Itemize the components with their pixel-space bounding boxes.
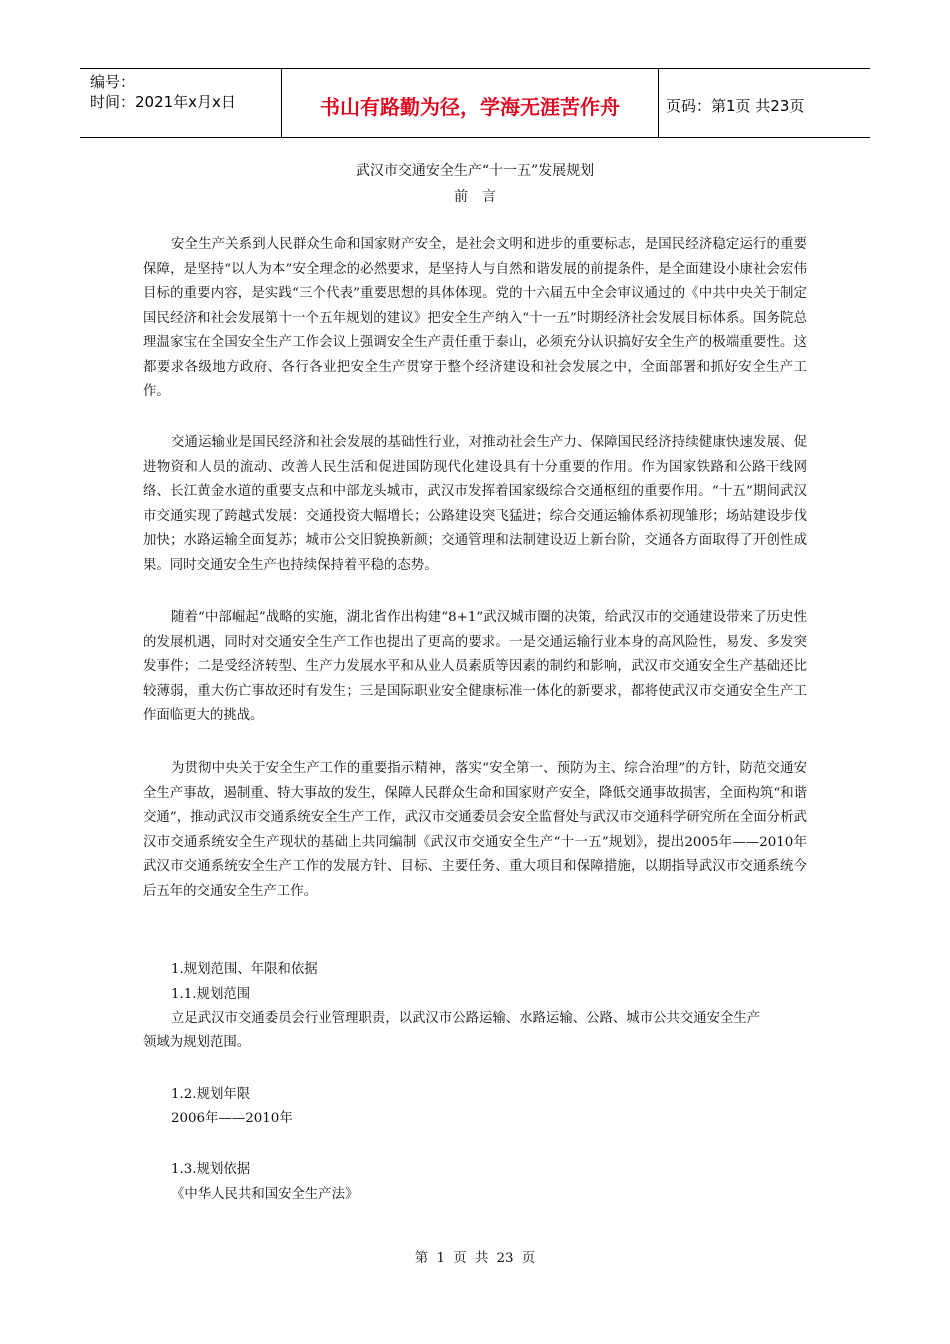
paragraph-3: 随着“中部崛起”战略的实施，湖北省作出构建“8+1”武汉城市圈的决策，给武汉市的交通建设带来了历史性的发展机遇，同时对交通安全生产工作也提出了更高的要求。一是交通运输行业本身的高风险性，易发、多发突发事件；二是受经济转型、生产力发展水平和从业人员素质等因素的制约和影响，武汉市交通安全生产基础还比较薄弱，重大伤亡事故还时有发生；三是国际职业安全健康标准一体化的新要求，都将使武汉市交通安全生产工作面临更大的挑战。 bbox=[143, 610, 807, 723]
header-table bbox=[80, 68, 870, 138]
section-1-1-heading: 1.1.规划范围 bbox=[171, 987, 251, 1002]
section-1-1-text-line-1: 立足武汉市交通委员会行业管理职责，以武汉市公路运输、水路运输、公路、城市公共交通安全生产 bbox=[171, 1011, 761, 1026]
paragraph-1: 安全生产关系到人民群众生命和国家财产安全，是社会文明和进步的重要标志，是国民经济稳定运行的重要保障，是坚持“以人为本”安全理念的必然要求，是坚持人与自然和谐发展的前提条件，是全面建设小康社会宏伟目标的重要内容，是实践“三个代表”重要思想的具体体现。党的十六届五中全会审议通过的《中共中央关于制定国民经济和社会发展第十一个五年规划的建议》把安全生产纳入“十一五”时期经济社会发展目标体系。国务院总理温家宝在全国安全生产工作会议上强调安全生产责任重于泰山，必须充分认识搞好安全生产的极端重要性。这都要求各级地方政府、各行各业把安全生产贯穿于整个经济建设和社会发展之中，全面部署和抓好安全生产工作。 bbox=[143, 237, 807, 399]
header-info-cell bbox=[80, 69, 281, 137]
section-1-heading: 1.规划范围、年限和依据 bbox=[171, 962, 318, 977]
header-motto-cell bbox=[281, 69, 659, 137]
section-1-3-text: 《中华人民共和国安全生产法》 bbox=[171, 1187, 359, 1202]
paragraph-2: 交通运输业是国民经济和社会发展的基础性行业，对推动社会生产力、保障国民经济持续健康快速发展、促进物资和人员的流动、改善人民生活和促进国防现代化建设具有十分重要的作用。作为国家铁路和公路干线网络、长江黄金水道的重要支点和中部龙头城市，武汉市发挥着国家级综合交通枢纽的重要作用。“十五”期间武汉市交通实现了跨越式发展：交通投资大幅增长；公路建设突飞猛进；综合交通运输体系初现雏形；场站建设步伐加快；水路运输全面复苏；城市公交旧貌换新颜；交通管理和法制建设迈上新台阶，交通各方面取得了开创性成果。同时交通安全生产也持续保持着平稳的态势。 bbox=[143, 435, 807, 573]
section-1-2-heading: 1.2.规划年限 bbox=[171, 1087, 251, 1102]
header-page-info: 页码：第1页 共23页 bbox=[666, 97, 805, 115]
document-time-label: 时间：2021年x月x日 bbox=[90, 93, 236, 111]
document-number-label: 编号： bbox=[90, 73, 136, 91]
paragraph-4: 为贯彻中央关于安全生产工作的重要指示精神，落实“安全第一、预防为主、综合治理”的方针，防范交通安全生产事故，遏制重、特大事故的发生，保障人民群众生命和国家财产安全，降低交通事故损害，全面构筑“和谐交通”，推动武汉市交通系统安全生产工作，武汉市交通委员会安全监督处与武汉市交通科学研究所在全面分析武汉市交通系统安全生产现状的基础上共同编制《武汉市交通安全生产“十一五”规划》，提出2005年——2010年武汉市交通系统安全生产工作的发展方针、目标、主要任务、重大项目和保障措施，以期指导武汉市交通系统今后五年的交通安全生产工作。 bbox=[143, 761, 807, 899]
section-1-2-text: 2006年——2010年 bbox=[171, 1111, 293, 1126]
header-motto: 书山有路勤为径，学海无涯苦作舟 bbox=[320, 95, 620, 119]
section-1-1-text-line-2: 领域为规划范围。 bbox=[143, 1035, 251, 1050]
section-1-3-heading: 1.3.规划依据 bbox=[171, 1162, 251, 1177]
document-subtitle: 前言 bbox=[454, 189, 510, 205]
document-title: 武汉市交通安全生产“十一五”发展规划 bbox=[355, 163, 595, 179]
header-page-cell bbox=[658, 69, 870, 137]
page-footer: 第 1 页 共 23 页 bbox=[414, 1251, 536, 1266]
